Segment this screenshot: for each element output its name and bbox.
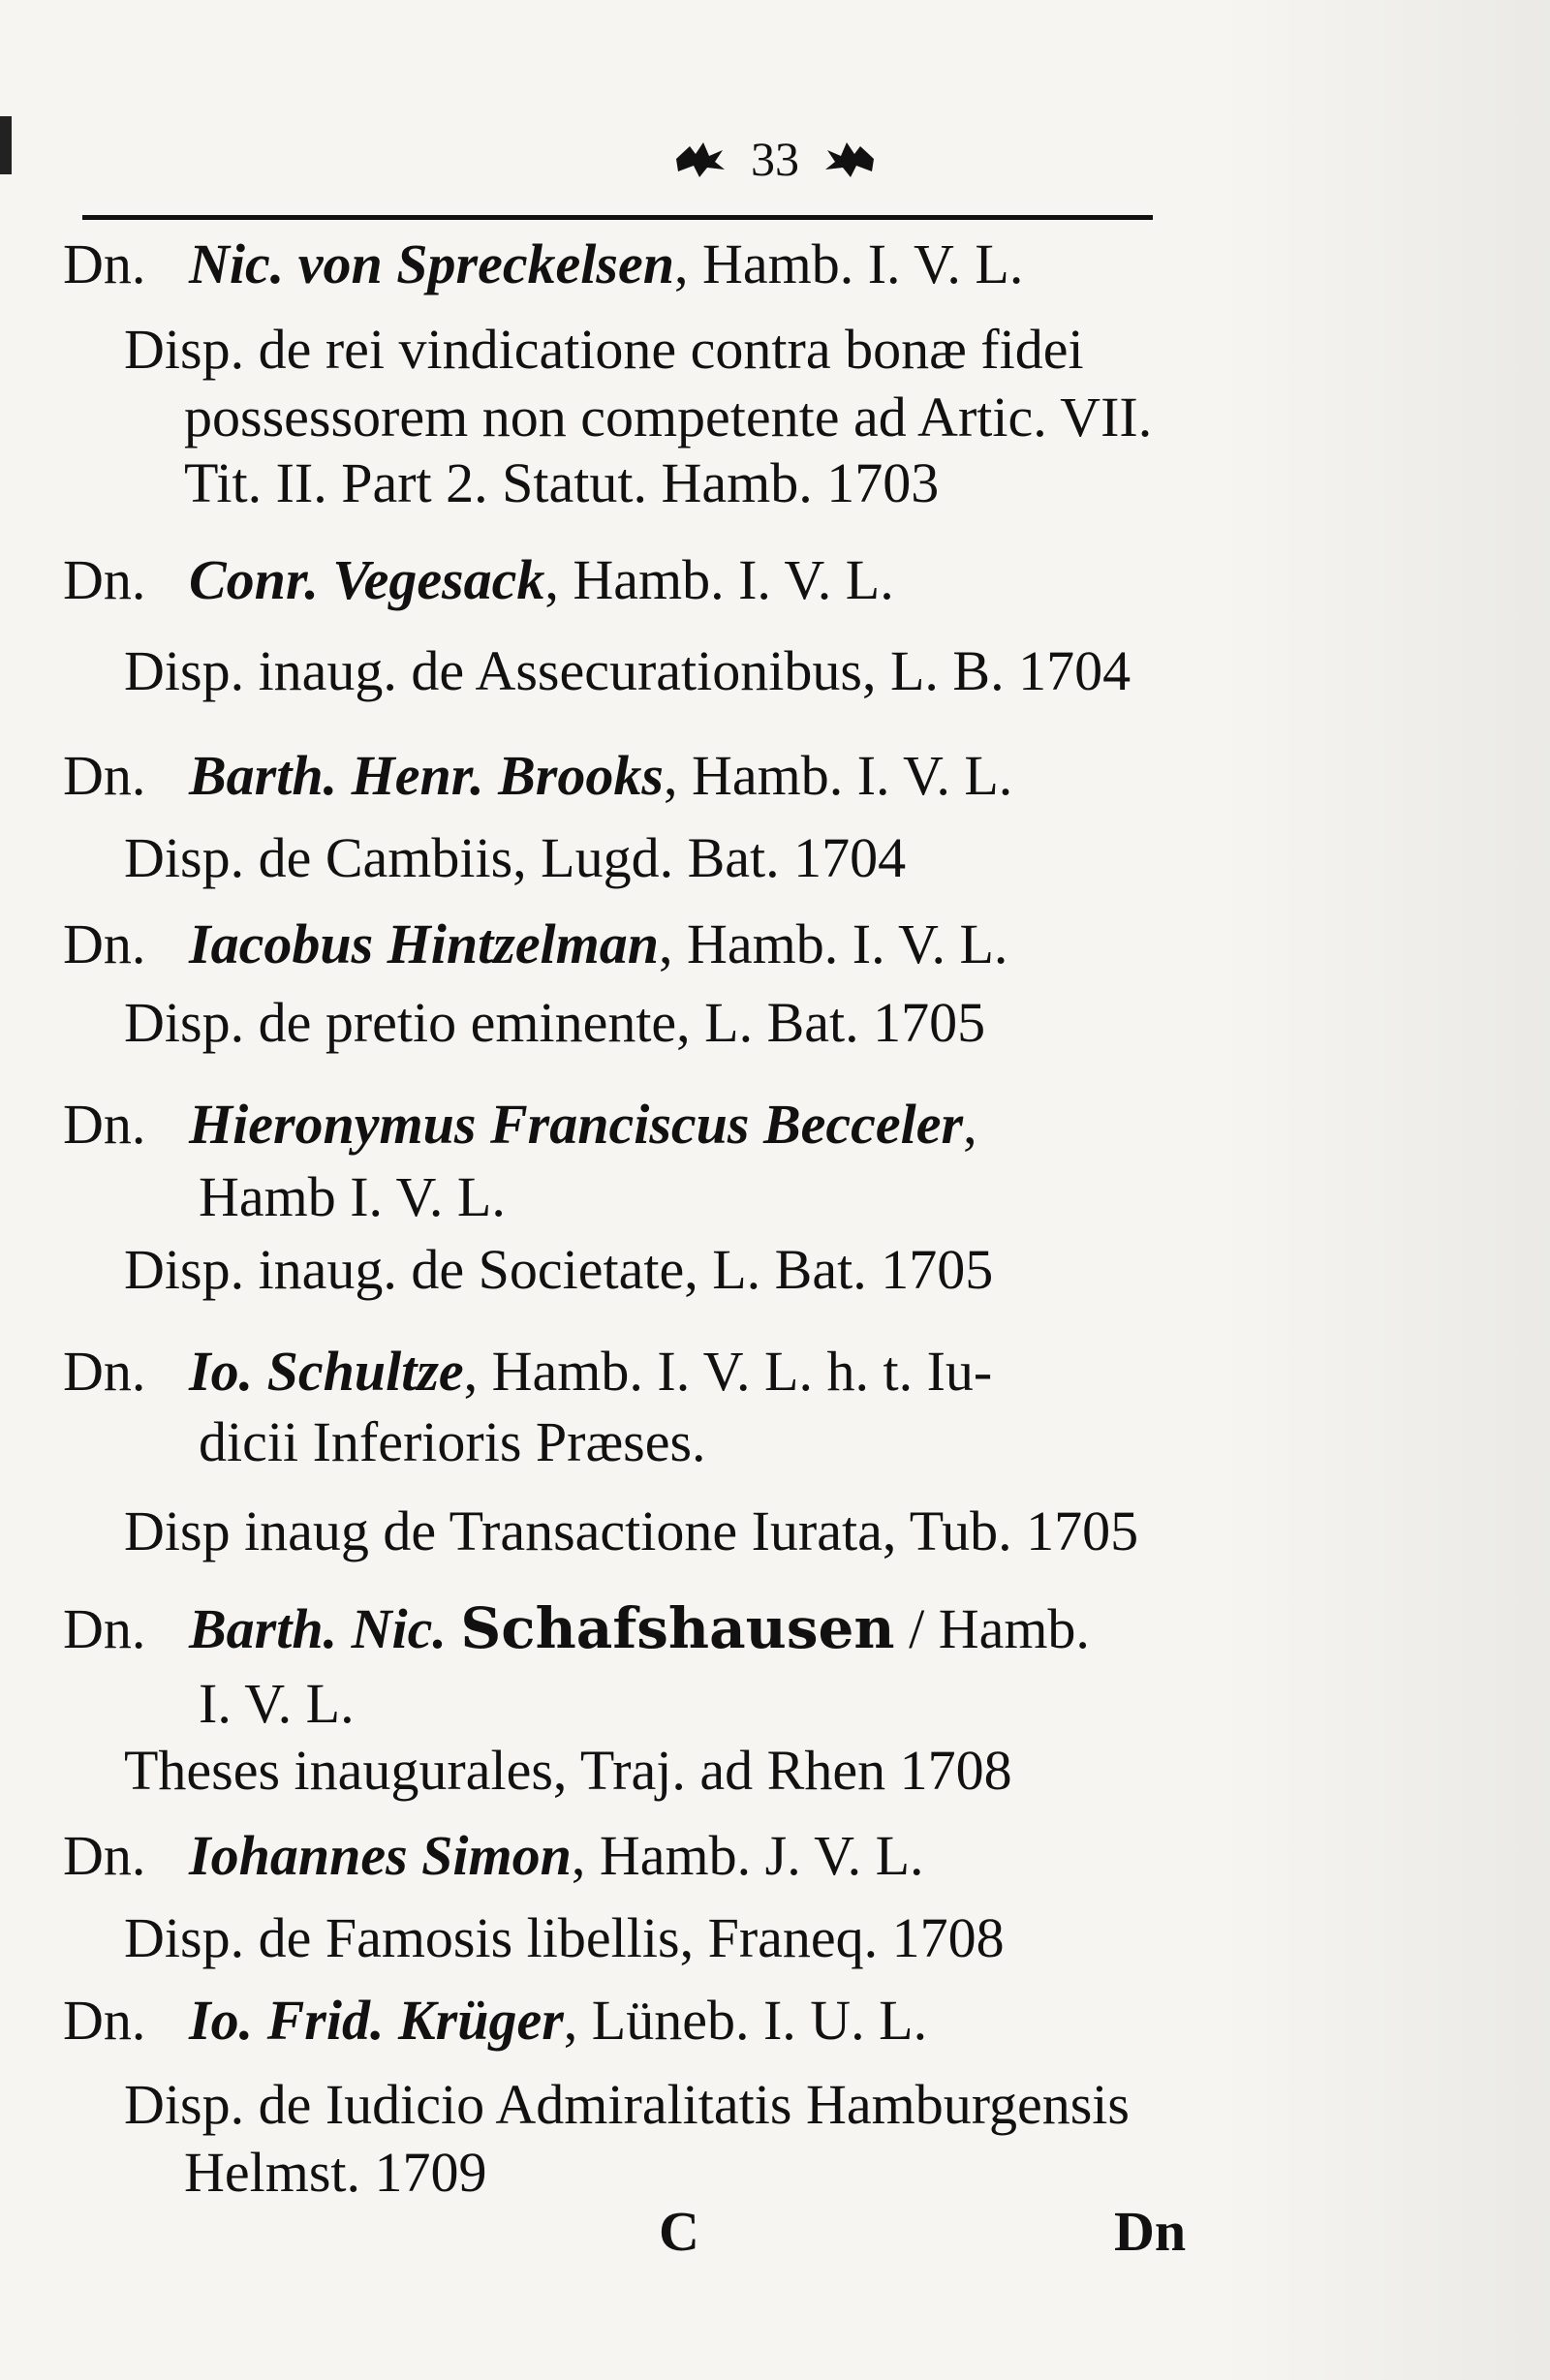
page-number: 33 bbox=[751, 132, 799, 186]
dissertation-line: Disp. de Famosis libellis, Franeq. 1708 bbox=[124, 1906, 1005, 1969]
person-name: Iacobus Hintzelman bbox=[189, 912, 660, 975]
entry-heading bbox=[63, 914, 1008, 974]
person-name: Conr. Vegesack bbox=[189, 548, 545, 611]
entry-heading bbox=[63, 1342, 992, 1402]
dissertation-line: Disp. inaug. de Assecurationibus, L. B. 1704 bbox=[124, 639, 1132, 702]
dissertation-line: Helmst. 1709 bbox=[184, 2141, 487, 2204]
entry-degree: , Hamb. I. V. L. h. t. Iu- bbox=[463, 1340, 993, 1403]
person-name: Barth. Nic. bbox=[189, 1597, 447, 1660]
signature-mark: C bbox=[659, 2200, 699, 2263]
entry-heading bbox=[63, 746, 1012, 806]
entry-prefix: Dn. bbox=[63, 1824, 146, 1887]
entry-degree: , Hamb. J. V. L. bbox=[571, 1824, 924, 1887]
blackletter-name: Schafshausen bbox=[460, 1595, 895, 1661]
dissertation-line: Disp inaug de Transactione Iurata, Tub. 1705 bbox=[124, 1499, 1139, 1562]
dissertation-line: Disp. de rei vindicatione contra bonæ fidei bbox=[124, 318, 1084, 381]
person-name: Iohannes Simon bbox=[189, 1824, 572, 1887]
catchword: Dn bbox=[1114, 2200, 1187, 2263]
entry-heading bbox=[63, 1826, 924, 1886]
dissertation-line: Disp. de pretio eminente, L. Bat. 1705 bbox=[124, 991, 986, 1054]
entry-degree: , Lüneb. I. U. L. bbox=[563, 1989, 928, 2052]
entry-degree: , Hamb. I. V. L. bbox=[544, 548, 894, 611]
dissertation-line: possessorem non competente ad Artic. VII. bbox=[184, 386, 1153, 448]
entry-degree: , Hamb. I. V. L. bbox=[659, 912, 1008, 975]
entry-prefix: Dn. bbox=[63, 1340, 146, 1403]
entry-prefix: Dn. bbox=[63, 912, 146, 975]
entry-prefix: Dn. bbox=[63, 1989, 146, 2052]
entry-heading bbox=[63, 234, 1023, 294]
dissertation-line: Disp. de Iudicio Admiralitatis Hamburgensis bbox=[124, 2073, 1130, 2136]
dissertation-line: Theses inaugurales, Traj. ad Rhen 1708 bbox=[124, 1739, 1012, 1802]
entry-degree: , Hamb. I. V. L. bbox=[663, 744, 1013, 807]
entry-prefix: Dn. bbox=[63, 1597, 146, 1660]
entry-prefix: Dn. bbox=[63, 744, 146, 807]
person-name: Io. Frid. Krüger bbox=[189, 1989, 564, 2052]
entry-degree-line: Hamb I. V. L. bbox=[199, 1165, 506, 1228]
entry-prefix: Dn. bbox=[63, 548, 146, 611]
dissertation-line: Disp. inaug. de Societate, L. Bat. 1705 bbox=[124, 1238, 994, 1301]
entry-prefix: Dn. bbox=[63, 232, 146, 295]
person-name: Hieronymus Franciscus Becceler bbox=[189, 1093, 964, 1156]
person-name: Barth. Henr. Brooks bbox=[189, 744, 664, 807]
entry-heading bbox=[63, 1595, 1090, 1661]
entry-heading bbox=[63, 1991, 927, 2051]
dissertation-line: Disp. de Cambiis, Lugd. Bat. 1704 bbox=[124, 826, 907, 889]
entry-degree: , bbox=[963, 1093, 977, 1156]
entry-degree: / Hamb. bbox=[894, 1597, 1090, 1660]
entry-degree-line: I. V. L. bbox=[199, 1672, 355, 1735]
entry-degree-line: dicii Inferioris Præses. bbox=[199, 1410, 706, 1473]
entry-heading bbox=[63, 1095, 977, 1155]
entry-heading bbox=[63, 550, 894, 610]
person-name: Io. Schultze bbox=[189, 1340, 464, 1403]
entry-degree: , Hamb. I. V. L. bbox=[674, 232, 1024, 295]
person-name: Nic. von Spreckelsen bbox=[189, 232, 674, 295]
entry-prefix: Dn. bbox=[63, 1093, 146, 1156]
dissertation-line: Tit. II. Part 2. Statut. Hamb. 1703 bbox=[184, 451, 940, 514]
